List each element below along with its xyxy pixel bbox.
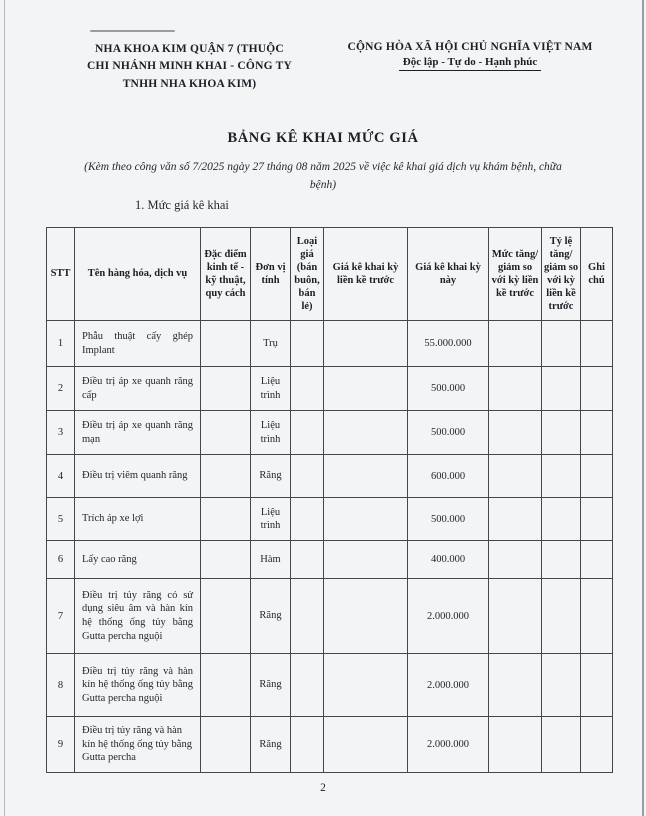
cell-unit: Răng xyxy=(251,717,291,773)
cell-change-percent xyxy=(542,579,581,654)
cell-note xyxy=(581,367,613,411)
header-change-percent: Tỷ lệ tăng/ giảm so với kỳ liền kề trước xyxy=(542,228,581,321)
cell-note xyxy=(581,321,613,367)
header-spec: Đặc điểm kinh tế - kỹ thuật, quy cách xyxy=(201,228,251,321)
cell-current-price: 55.000.000 xyxy=(408,321,489,367)
cell-change-amount xyxy=(489,579,542,654)
header-current-price: Giá kê khai kỳ này xyxy=(408,228,489,321)
cell-prev-price xyxy=(324,321,408,367)
cell-service-name: Điều trị tủy răng và hàn kín hệ thống ống tủy bằng Gutta percha nguội xyxy=(75,654,201,717)
table-row xyxy=(47,367,613,411)
cell-service-name: Trích áp xe lợi xyxy=(75,498,201,541)
cell-prev-price xyxy=(324,411,408,455)
scan-edge-left xyxy=(4,0,5,816)
document-title: BẢNG KÊ KHAI MỨC GIÁ xyxy=(227,130,419,146)
cell-change-percent xyxy=(542,717,581,773)
cell-price-type xyxy=(291,367,324,411)
cell-change-amount xyxy=(489,717,542,773)
header-prev-price: Giá kê khai kỳ liền kề trước xyxy=(324,228,408,321)
cell-unit: Trụ xyxy=(251,321,291,367)
cell-note xyxy=(581,455,613,498)
cell-unit: Răng xyxy=(251,654,291,717)
cell-stt: 9 xyxy=(47,717,75,773)
cell-stt: 1 xyxy=(47,321,75,367)
cell-note xyxy=(581,498,613,541)
cell-change-amount xyxy=(489,455,542,498)
cell-unit: Liệu trình xyxy=(251,411,291,455)
cell-service-name: Lấy cao răng xyxy=(75,541,201,579)
header-stt: STT xyxy=(47,228,75,321)
table-row xyxy=(47,411,613,455)
table-row xyxy=(47,717,613,773)
cell-current-price: 500.000 xyxy=(408,498,489,541)
organization-name xyxy=(62,41,317,93)
cell-prev-price xyxy=(324,579,408,654)
cell-prev-price xyxy=(324,455,408,498)
cell-current-price: 500.000 xyxy=(408,367,489,411)
cell-prev-price xyxy=(324,541,408,579)
cell-unit: Liệu trình xyxy=(251,367,291,411)
header-unit: Đơn vị tính xyxy=(251,228,291,321)
cell-note xyxy=(581,579,613,654)
cell-change-percent xyxy=(542,367,581,411)
cell-change-amount xyxy=(489,541,542,579)
cell-stt: 7 xyxy=(47,579,75,654)
cell-current-price: 2.000.000 xyxy=(408,654,489,717)
document-subtitle: (Kèm theo công văn số 7/2025 ngày 27 tháng 08 năm 2025 về việc kê khai giá dịch vụ khám bệnh, chữa bệnh) xyxy=(84,161,562,191)
cell-unit: Răng xyxy=(251,579,291,654)
page-number: 2 xyxy=(320,782,326,794)
cell-price-type xyxy=(291,455,324,498)
cell-unit: Liệu trình xyxy=(251,498,291,541)
cell-stt: 8 xyxy=(47,654,75,717)
cell-stt: 3 xyxy=(47,411,75,455)
cell-service-name: Điều trị áp xe quanh răng mạn xyxy=(75,411,201,455)
cell-unit: Hàm xyxy=(251,541,291,579)
price-declaration-table xyxy=(46,227,613,773)
table-row xyxy=(47,455,613,498)
cell-spec xyxy=(201,654,251,717)
cell-spec xyxy=(201,367,251,411)
cell-price-type xyxy=(291,579,324,654)
cell-service-name: Điều trị tủy răng và hàn kín hệ thống ống tủy bằng Gutta percha xyxy=(75,717,201,773)
table-header-row xyxy=(47,228,613,321)
cell-unit: Răng xyxy=(251,455,291,498)
cell-prev-price xyxy=(324,498,408,541)
header-note: Ghi chú xyxy=(581,228,613,321)
cell-spec xyxy=(201,579,251,654)
cell-current-price: 400.000 xyxy=(408,541,489,579)
cell-spec xyxy=(201,717,251,773)
cell-price-type xyxy=(291,541,324,579)
cell-change-amount xyxy=(489,321,542,367)
cell-change-percent xyxy=(542,654,581,717)
table-row xyxy=(47,654,613,717)
cell-stt: 5 xyxy=(47,498,75,541)
cell-price-type xyxy=(291,717,324,773)
organization-name-line: NHA KHOA KIM QUẬN 7 (THUỘC xyxy=(95,43,284,55)
scan-artifact xyxy=(90,30,175,32)
cell-change-amount xyxy=(489,411,542,455)
cell-current-price: 2.000.000 xyxy=(408,579,489,654)
cell-stt: 6 xyxy=(47,541,75,579)
cell-stt: 2 xyxy=(47,367,75,411)
cell-prev-price xyxy=(324,717,408,773)
cell-spec xyxy=(201,498,251,541)
cell-price-type xyxy=(291,654,324,717)
cell-stt: 4 xyxy=(47,455,75,498)
cell-change-percent xyxy=(542,498,581,541)
scan-edge-right xyxy=(642,0,644,816)
cell-current-price: 600.000 xyxy=(408,455,489,498)
cell-price-type xyxy=(291,411,324,455)
cell-note xyxy=(581,717,613,773)
table-row xyxy=(47,541,613,579)
cell-change-amount xyxy=(489,367,542,411)
cell-note xyxy=(581,541,613,579)
cell-service-name: Điều trị viêm quanh răng xyxy=(75,455,201,498)
cell-change-amount xyxy=(489,654,542,717)
header-service-name: Tên hàng hóa, dịch vụ xyxy=(75,228,201,321)
cell-change-percent xyxy=(542,541,581,579)
table-row xyxy=(47,579,613,654)
organization-name-line: TNHH NHA KHOA KIM) xyxy=(122,77,257,90)
cell-spec xyxy=(201,455,251,498)
cell-spec xyxy=(201,541,251,579)
national-header xyxy=(325,41,615,71)
header-price-type: Loại giá (bán buôn, bán lẻ) xyxy=(291,228,324,321)
organization-name-line: CHI NHÁNH MINH KHAI - CÔNG TY xyxy=(87,60,292,73)
cell-spec xyxy=(201,321,251,367)
table-row xyxy=(47,321,613,367)
cell-price-type xyxy=(291,498,324,541)
cell-change-amount xyxy=(489,498,542,541)
cell-change-percent xyxy=(542,411,581,455)
table-row xyxy=(47,498,613,541)
cell-spec xyxy=(201,411,251,455)
cell-service-name: Phẫu thuật cấy ghép Implant xyxy=(75,321,201,367)
cell-note xyxy=(581,654,613,717)
cell-prev-price xyxy=(324,367,408,411)
cell-service-name: Điều trị áp xe quanh răng cấp xyxy=(75,367,201,411)
header-change-amount: Mức tăng/ giảm so với kỳ liền kề trước xyxy=(489,228,542,321)
cell-current-price: 500.000 xyxy=(408,411,489,455)
cell-current-price: 2.000.000 xyxy=(408,717,489,773)
section-heading: 1. Mức giá kê khai xyxy=(135,198,229,212)
cell-change-percent xyxy=(542,455,581,498)
cell-note xyxy=(581,411,613,455)
cell-service-name: Điều trị tủy răng có sử dụng siêu âm và hàn kín hệ thống ống tủy bằng Gutta percha nguội xyxy=(75,579,201,654)
national-motto: Độc lập - Tự do - Hạnh phúc xyxy=(325,56,615,71)
cell-change-percent xyxy=(542,321,581,367)
cell-prev-price xyxy=(324,654,408,717)
national-title: CỘNG HÒA XÃ HỘI CHỦ NGHĨA VIỆT NAM xyxy=(347,41,593,53)
cell-price-type xyxy=(291,321,324,367)
